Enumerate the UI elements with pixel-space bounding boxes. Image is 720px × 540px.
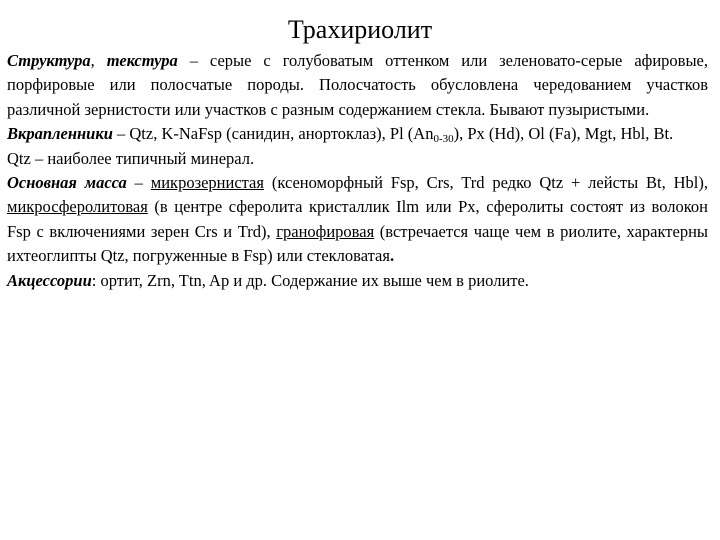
structure-label: Структура <box>7 51 91 70</box>
groundmass-text-3: (встречается чаще чем в риолите, характерны ихтеоглипты Qtz, погруженные в Fsp) или стекловатая <box>7 221 708 266</box>
groundmass-type-microgranular: микрозернистая <box>150 173 264 193</box>
structure-text: – серые с голубоватым оттенком или зеленовато-серые афировые, порфировые или полосчатые породы. Полосчатость обусловлена чередованием участков различной зернистости или участков с разным содержанием стекла. Бывают пузыристыми. <box>7 51 708 119</box>
page-title: Трахириолит <box>287 15 433 44</box>
groundmass-type-granophyric: гранофировая <box>276 221 375 241</box>
accessory-paragraph <box>7 269 708 293</box>
groundmass-type-microspherulitic: микросферолитовая <box>7 197 148 217</box>
groundmass-dash: – <box>126 173 151 193</box>
phenocrysts-subscript: 0-30 <box>433 133 454 146</box>
slide-body <box>7 49 708 293</box>
groundmass-label: Основная масса <box>7 173 127 193</box>
accessory-label: Акцессории <box>7 270 92 290</box>
phenocrysts-text: – Qtz, K-NaFsp (санидин, анортоклаз), Pl (An <box>112 124 434 144</box>
structure-paragraph <box>7 49 708 122</box>
accessory-text: : ортит, Zrn, Ttn, Ap и др. Содержание их выше чем в риолите. <box>91 270 529 290</box>
groundmass-text-2: (в центре сферолита кристаллик Ilm или Px, сферолиты состоят из волокон Fsp с включениями зерен Crs и Trd), <box>7 197 708 241</box>
texture-label: текстура <box>106 51 178 70</box>
qtz-note: Qtz – наиболее типичный минерал. <box>7 148 255 168</box>
groundmass-end: . <box>389 246 395 266</box>
groundmass-paragraph <box>7 171 708 269</box>
groundmass-text-1: (ксеноморфный Fsp, Crs, Trd редко Qtz + лейсты Bt, Hbl), <box>263 173 708 193</box>
phenocrysts-paragraph <box>7 122 708 146</box>
phenocrysts-text-end: ), Px (Hd), Ol (Fa), Mgt, Hbl, Bt. <box>453 124 674 144</box>
structure-separator: , <box>90 51 107 70</box>
phenocrysts-label: Вкрапленники <box>7 124 113 144</box>
